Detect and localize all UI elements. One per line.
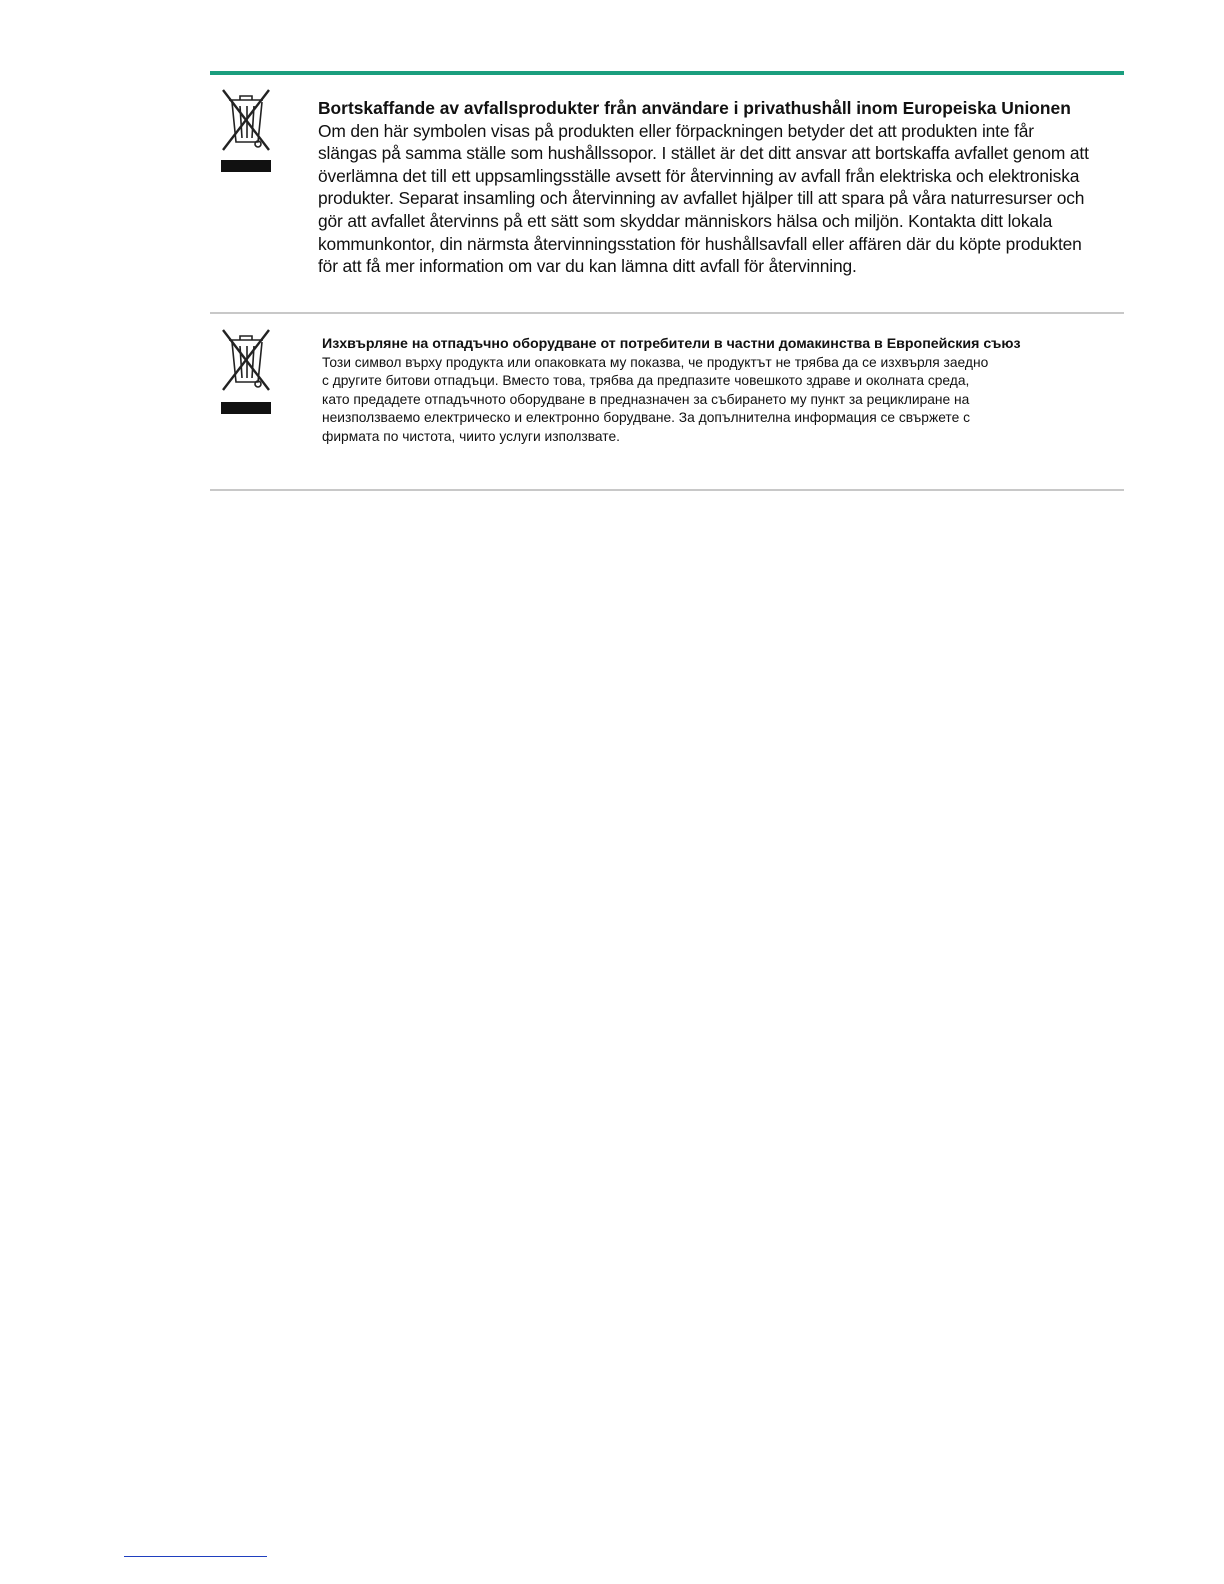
body-line: неизползваемо електрическо и електронно борудване. За допълнителна информация се свържете с bbox=[322, 410, 970, 426]
body-line: kommunkontor, din närmsta återvinningsstation för hushållsavfall eller affären där du köpte produkten bbox=[318, 233, 1082, 254]
body-line: överlämna det till ett uppsamlingsställe avsett för återvinning av avfall från elektriska och elektroniska bbox=[318, 165, 1080, 186]
body-line: Om den här symbolen visas på produkten eller förpackningen betyder det att produkten inte får bbox=[318, 120, 1034, 141]
section-divider bbox=[210, 312, 1124, 314]
crossed-out-wheelie-bin-icon bbox=[218, 86, 274, 176]
section-title: Изхвърляне на отпадъчно оборудване от потребители в частни домакинства в Европейския съюз bbox=[322, 336, 1021, 352]
body-line: фирмата по чистота, чиито услуги използвате. bbox=[322, 428, 620, 444]
weee-section-swedish bbox=[318, 97, 1148, 278]
body-line: с другите битови отпадъци. Вместо това, трябва да предпазите човешкото здраве и околната среда, bbox=[322, 373, 970, 389]
body-line: produkter. Separat insamling och återvinning av avfallet hjälper till att spara på våra naturresurser och bbox=[318, 188, 1085, 209]
body-line: gör att avfallet återvinns på ett sätt som skyddar människors hälsa och miljön. Kontakta ditt lokala bbox=[318, 210, 1053, 231]
crossed-out-wheelie-bin-icon bbox=[218, 326, 274, 416]
body-line: като предадете отпадъчното оборудване в предназначен за събирането му пункт за рециклиране на bbox=[322, 391, 970, 407]
body-line: för att få mer information om var du kan lämna ditt avfall för återvinning. bbox=[318, 256, 857, 277]
footer-link-underline[interactable] bbox=[124, 1556, 267, 1557]
weee-section-bulgarian bbox=[322, 335, 1102, 447]
top-accent-rule bbox=[210, 71, 1124, 75]
section-title: Bortskaffande av avfallsprodukter från användare i privathushåll inom Europeiska Unionen bbox=[318, 98, 1071, 118]
section-divider bbox=[210, 489, 1124, 491]
body-line: slängas på samma ställe som hushållssopor. I stället är det ditt ansvar att bortskaffa avfallet genom att bbox=[318, 143, 1089, 164]
body-line: Този символ върху продукта или опаковката му показва, че продуктът не трябва да се изхвърля заедно bbox=[322, 354, 989, 370]
